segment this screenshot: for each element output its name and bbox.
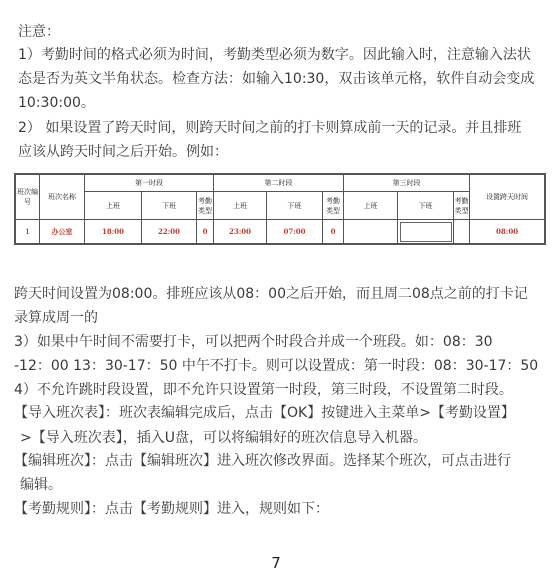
cell-cross-day-time: 08:00	[470, 220, 545, 244]
note-item-1-line-2: 态是否为英文半角状态。检查方法：如输入10:30，双击该单元格，软件自动会变成	[18, 71, 535, 87]
note-item-2-line-2: 应该从跨天时间之后开始。例如：	[18, 144, 228, 160]
header-p2-on: 上班	[214, 192, 267, 220]
header-p1-off: 下班	[142, 192, 197, 220]
header-period-1: 第一时段	[85, 175, 214, 192]
import-shift-line-1: 【导入班次表】：班次表编辑完成后，点击【OK】按键进入主菜单>【考勤设置】	[14, 405, 515, 421]
cell-p3-type	[454, 220, 470, 244]
cell-p2-off: 07:00	[267, 220, 323, 244]
cell-p3-off-selected	[398, 220, 454, 244]
note-item-3-line-2: -12：00 13：30-17：50 中午不打卡。则可以设置成：第一时段：08：30-17：50	[14, 358, 539, 374]
cell-p1-off: 22:00	[142, 220, 197, 244]
cell-p3-on	[344, 220, 398, 244]
header-p2-type: 考勤类型	[323, 192, 344, 220]
cell-shift-name: 办公室	[40, 220, 85, 244]
cell-shift-no: 1	[16, 220, 40, 244]
page-number: 7	[271, 554, 281, 572]
cross-day-line-2: 录算成周一的	[14, 310, 98, 326]
header-shift-name: 班次名称	[40, 175, 85, 220]
cell-p1-type: 0	[197, 220, 214, 244]
edit-shift-line-1: 【编辑班次】：点击【编辑班次】进入班次修改界面。选择某个班次，可点击进行	[14, 453, 511, 469]
note-item-2-line-1: 2） 如果设置了跨天时间，则跨天时间之前的打卡则算成前一天的记录。并且排班	[18, 120, 522, 136]
cell-p2-on: 23:00	[214, 220, 267, 244]
edit-shift-line-2: 编辑。	[20, 477, 62, 493]
import-shift-line-2: >【导入班次表】，插入U盘，可以将编辑好的班次信息导入机器。	[20, 430, 427, 446]
header-p2-off: 下班	[267, 192, 323, 220]
header-p3-off: 下班	[398, 192, 454, 220]
note-item-4: 4）不允许跳时段设置，即不允许只设置第一时段，第三时段，不设置第二时段。	[14, 382, 513, 398]
header-p1-type: 考勤类型	[197, 192, 214, 220]
cross-day-line-1: 跨天时间设置为08:00。排班应该从08：00之后开始，而且周二08点之前的打卡记	[14, 286, 528, 302]
header-period-3: 第三时段	[344, 175, 470, 192]
note-heading: 注意：	[18, 24, 60, 40]
note-item-3-line-1: 3）如果中午时间不需要打卡，可以把两个时段合并成一个班段。如：08：30	[14, 334, 493, 350]
note-item-1-line-1: 1）考勤时间的格式必须为时间，考勤类型必须为数字。因此输入时，注意输入法状	[18, 47, 531, 63]
shift-example-table	[14, 173, 546, 245]
header-p3-on: 上班	[344, 192, 398, 220]
header-p1-on: 上班	[85, 192, 142, 220]
header-shift-no: 班次编号	[16, 175, 40, 220]
note-item-1-line-3: 10:30:00。	[18, 95, 95, 111]
cell-p1-on: 18:00	[85, 220, 142, 244]
attendance-rules-line: 【考勤规则】：点击【考勤规则】进入，规则如下：	[14, 501, 329, 517]
cell-p2-type: 0	[323, 220, 344, 244]
header-cross-day-time: 设置跨天时间	[470, 175, 545, 220]
header-p3-type: 考勤类型	[454, 192, 470, 220]
header-period-2: 第二时段	[214, 175, 344, 192]
